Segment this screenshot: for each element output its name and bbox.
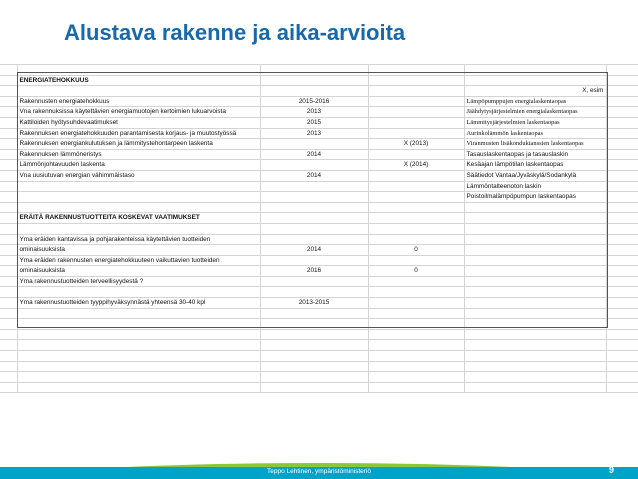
table-cell: Yma eräiden kantavissa ja pohjarakenteissa käytettävien tuotteiden	[17, 234, 260, 245]
table-cell	[368, 86, 464, 97]
table-cell	[368, 149, 464, 160]
table-cell	[0, 107, 17, 118]
table-cell	[368, 75, 464, 86]
table-cell: Lämmönjohtavuuden laskenta	[17, 160, 260, 171]
table-cell	[606, 223, 638, 234]
table-cell	[464, 298, 606, 309]
table-cell	[464, 276, 606, 287]
table-cell	[464, 223, 606, 234]
table-cell: X (2013)	[368, 139, 464, 150]
table-cell	[0, 223, 17, 234]
table-cell	[606, 382, 638, 393]
table-cell: Lämpöpumppujen energialaskentaopas	[464, 96, 606, 107]
table-cell: Vna uusiutuvan energian vähimmäistaso	[17, 170, 260, 181]
table-cell: 2014	[260, 149, 368, 160]
table-cell: 2015	[260, 117, 368, 128]
footer-author: Teppo Lehtinen, ympäristöministeriö	[266, 468, 372, 475]
table-cell	[368, 351, 464, 362]
table-cell	[464, 329, 606, 340]
table-cell: ERÄITÄ RAKENNUSTUOTTEITA KOSKEVAT VAATIMUKSET	[17, 213, 260, 224]
table-cell: ominaisuuksista	[17, 245, 260, 256]
table-cell	[606, 107, 638, 118]
table-cell	[464, 340, 606, 351]
table-cell	[606, 276, 638, 287]
table-cell	[0, 308, 17, 319]
table-cell	[368, 223, 464, 234]
table-cell	[260, 202, 368, 213]
table-cell	[17, 65, 260, 76]
table-cell	[606, 340, 638, 351]
table-cell	[17, 319, 260, 330]
table-cell	[17, 192, 260, 203]
table-row	[0, 329, 638, 340]
table-cell	[606, 213, 638, 224]
table-cell	[0, 276, 17, 287]
table-cell: 2013	[260, 107, 368, 118]
table-cell: 2013-2015	[260, 298, 368, 309]
table-row	[0, 149, 638, 160]
table-row	[0, 65, 638, 76]
table-cell	[464, 255, 606, 266]
table-cell	[368, 329, 464, 340]
table-cell	[368, 170, 464, 181]
table-cell: Jäähdytysjärjestelmien energialaskentaopas	[464, 107, 606, 118]
page-number: 9	[608, 465, 614, 475]
table-row	[0, 351, 638, 362]
table-cell	[0, 160, 17, 171]
table-cell	[368, 192, 464, 203]
table-cell	[368, 372, 464, 383]
table-cell	[17, 382, 260, 393]
table-cell	[464, 287, 606, 298]
table-row	[0, 223, 638, 234]
table-cell	[260, 65, 368, 76]
table-cell	[606, 65, 638, 76]
table-cell	[368, 361, 464, 372]
table-cell	[368, 181, 464, 192]
table-cell	[464, 319, 606, 330]
table-row	[0, 75, 638, 86]
table-cell	[368, 298, 464, 309]
table-cell	[606, 128, 638, 139]
table-cell	[606, 202, 638, 213]
table-row	[0, 319, 638, 330]
table-cell	[0, 319, 17, 330]
table-cell: 0	[368, 266, 464, 277]
table-cell	[17, 351, 260, 362]
table-cell	[606, 266, 638, 277]
table-cell	[464, 202, 606, 213]
table-cell	[260, 139, 368, 150]
table-row	[0, 160, 638, 171]
table-cell	[17, 86, 260, 97]
table-cell	[368, 234, 464, 245]
table-cell	[606, 96, 638, 107]
table-cell	[606, 160, 638, 171]
table-row	[0, 139, 638, 150]
table-cell	[368, 382, 464, 393]
table-row	[0, 202, 638, 213]
table-row	[0, 255, 638, 266]
table-row	[0, 117, 638, 128]
table-cell	[260, 86, 368, 97]
spreadsheet-table	[0, 64, 638, 393]
table-cell	[606, 255, 638, 266]
table-cell	[17, 372, 260, 383]
table-cell: Säätiedot Vantaa/Jyväskylä/Sodankylä	[464, 170, 606, 181]
table-cell	[606, 298, 638, 309]
table-cell: Yma rakennustuotteiden terveellisyydestä ?	[17, 276, 260, 287]
table-cell	[0, 86, 17, 97]
table-row	[0, 96, 638, 107]
table-cell	[260, 223, 368, 234]
table-cell	[260, 308, 368, 319]
table-cell	[464, 65, 606, 76]
table-cell	[368, 107, 464, 118]
table-cell	[464, 266, 606, 277]
table-cell	[260, 287, 368, 298]
table-cell	[0, 287, 17, 298]
table-cell	[17, 340, 260, 351]
table-cell	[606, 361, 638, 372]
table-cell	[606, 139, 638, 150]
table-cell	[0, 213, 17, 224]
table-row	[0, 298, 638, 309]
table-cell	[260, 372, 368, 383]
table-row	[0, 340, 638, 351]
table-cell	[0, 170, 17, 181]
table-cell	[17, 308, 260, 319]
table-cell: 2014	[260, 245, 368, 256]
table-cell: Vna rakennuksissa käytettävien energiamuotojen kertoimien lukuarvoista	[17, 107, 260, 118]
table-cell	[0, 382, 17, 393]
table-row	[0, 276, 638, 287]
slide-title: Alustava rakenne ja aika-arvioita	[64, 20, 406, 45]
table-cell: 2015-2016	[260, 96, 368, 107]
table-cell: Lämmöntalteenoton laskin	[464, 181, 606, 192]
table-cell: Kesäajan lämpötilan laskentaopas	[464, 160, 606, 171]
table-cell: Aurinkolämmön laskentaopas	[464, 128, 606, 139]
table-cell	[464, 382, 606, 393]
table-cell	[368, 308, 464, 319]
table-row	[0, 287, 638, 298]
table-cell: Yma eräiden rakennusten energiatehokkuuteen vaikuttavien tuotteiden	[17, 255, 260, 266]
table-cell	[260, 234, 368, 245]
table-cell	[368, 287, 464, 298]
table-cell	[0, 351, 17, 362]
table-cell	[606, 149, 638, 160]
table-cell: 2014	[260, 170, 368, 181]
table-cell	[0, 192, 17, 203]
table-cell	[0, 234, 17, 245]
table-cell	[0, 181, 17, 192]
table-cell	[0, 75, 17, 86]
table-cell	[260, 361, 368, 372]
table-cell	[0, 361, 17, 372]
table-cell: Lämmitysjärjestelmien laskentaopas	[464, 117, 606, 128]
table-cell: X (2014)	[368, 160, 464, 171]
table-cell: Poistoilmalämpöpumpun laskentaopas	[464, 192, 606, 203]
table-cell	[260, 329, 368, 340]
table-cell	[606, 181, 638, 192]
table-cell	[260, 351, 368, 362]
table-cell	[606, 117, 638, 128]
table-cell: 0	[368, 245, 464, 256]
table-cell	[464, 234, 606, 245]
table-cell	[368, 319, 464, 330]
table-cell	[260, 276, 368, 287]
table-cell: Rakennuksen lämmöneristys	[17, 149, 260, 160]
table-cell	[368, 255, 464, 266]
table-cell	[464, 308, 606, 319]
table-row	[0, 192, 638, 203]
table-row	[0, 107, 638, 118]
table-cell	[0, 117, 17, 128]
table-cell	[368, 128, 464, 139]
table-cell	[260, 255, 368, 266]
table-cell	[368, 202, 464, 213]
table-row	[0, 372, 638, 383]
table-cell: Tasauslaskentaopas ja tasauslaskin	[464, 149, 606, 160]
table-cell	[606, 245, 638, 256]
table-cell	[0, 266, 17, 277]
table-cell	[606, 351, 638, 362]
table-cell	[260, 181, 368, 192]
table-cell	[464, 213, 606, 224]
table-cell	[464, 372, 606, 383]
table-cell	[606, 308, 638, 319]
table-cell: ENERGIATEHOKKUUS	[17, 75, 260, 86]
table-cell	[368, 65, 464, 76]
table-row	[0, 266, 638, 277]
table-cell	[0, 202, 17, 213]
table-cell	[606, 75, 638, 86]
table-cell	[0, 128, 17, 139]
table-cell	[464, 75, 606, 86]
table-cell: Rakennuksen energiatehokkuuden parantamisesta korjaus- ja muutostyössä	[17, 128, 260, 139]
table-cell: Viranmusten lisäkonduktanssien laskentaopas	[464, 139, 606, 150]
table-cell	[606, 372, 638, 383]
table-cell	[17, 287, 260, 298]
table-cell: 2013	[260, 128, 368, 139]
table-cell	[260, 75, 368, 86]
table-cell: 2016	[260, 266, 368, 277]
table-cell	[0, 340, 17, 351]
table-row	[0, 245, 638, 256]
table-cell: X, esim	[464, 86, 606, 97]
table-row	[0, 382, 638, 393]
table-cell	[464, 245, 606, 256]
table-cell	[260, 213, 368, 224]
table-row	[0, 86, 638, 97]
table-cell	[0, 149, 17, 160]
table-cell	[368, 340, 464, 351]
table-cell: Yma rakennustuotteiden tyyppihyväksynnästä yhteensä 30-40 kpl	[17, 298, 260, 309]
table-cell	[17, 329, 260, 340]
table-cell	[260, 319, 368, 330]
table-cell	[0, 329, 17, 340]
table-cell	[260, 192, 368, 203]
table-cell	[606, 287, 638, 298]
table-cell	[17, 181, 260, 192]
footer-band	[0, 459, 638, 479]
table-cell	[17, 361, 260, 372]
table-cell	[606, 329, 638, 340]
table-cell	[0, 255, 17, 266]
table-cell	[368, 276, 464, 287]
table-cell	[606, 234, 638, 245]
table-row	[0, 128, 638, 139]
table-cell	[464, 351, 606, 362]
table-cell	[368, 117, 464, 128]
table-row	[0, 234, 638, 245]
table-cell	[0, 298, 17, 309]
table-cell	[17, 202, 260, 213]
table-row	[0, 308, 638, 319]
table-cell	[606, 86, 638, 97]
table-cell: Rakennusten energiatehokkuus	[17, 96, 260, 107]
table-cell	[260, 382, 368, 393]
table-cell: Kattiloiden hyötysuhdevaatimukset	[17, 117, 260, 128]
table-cell	[368, 213, 464, 224]
table-cell	[260, 340, 368, 351]
table-row	[0, 361, 638, 372]
table-cell	[606, 319, 638, 330]
table-cell	[606, 170, 638, 181]
table-cell	[260, 160, 368, 171]
table-row	[0, 170, 638, 181]
table-cell	[0, 245, 17, 256]
table-cell	[0, 372, 17, 383]
table-row	[0, 181, 638, 192]
table-cell	[0, 65, 17, 76]
table-cell	[464, 361, 606, 372]
table-cell: ominaisuuksista	[17, 266, 260, 277]
table-cell	[17, 223, 260, 234]
table-cell	[368, 96, 464, 107]
table-cell	[0, 139, 17, 150]
table-cell	[606, 192, 638, 203]
table-row	[0, 213, 638, 224]
table-cell	[0, 96, 17, 107]
table-cell: Rakennuksen energiankulutuksen ja lämmitystehontarpeen laskenta	[17, 139, 260, 150]
